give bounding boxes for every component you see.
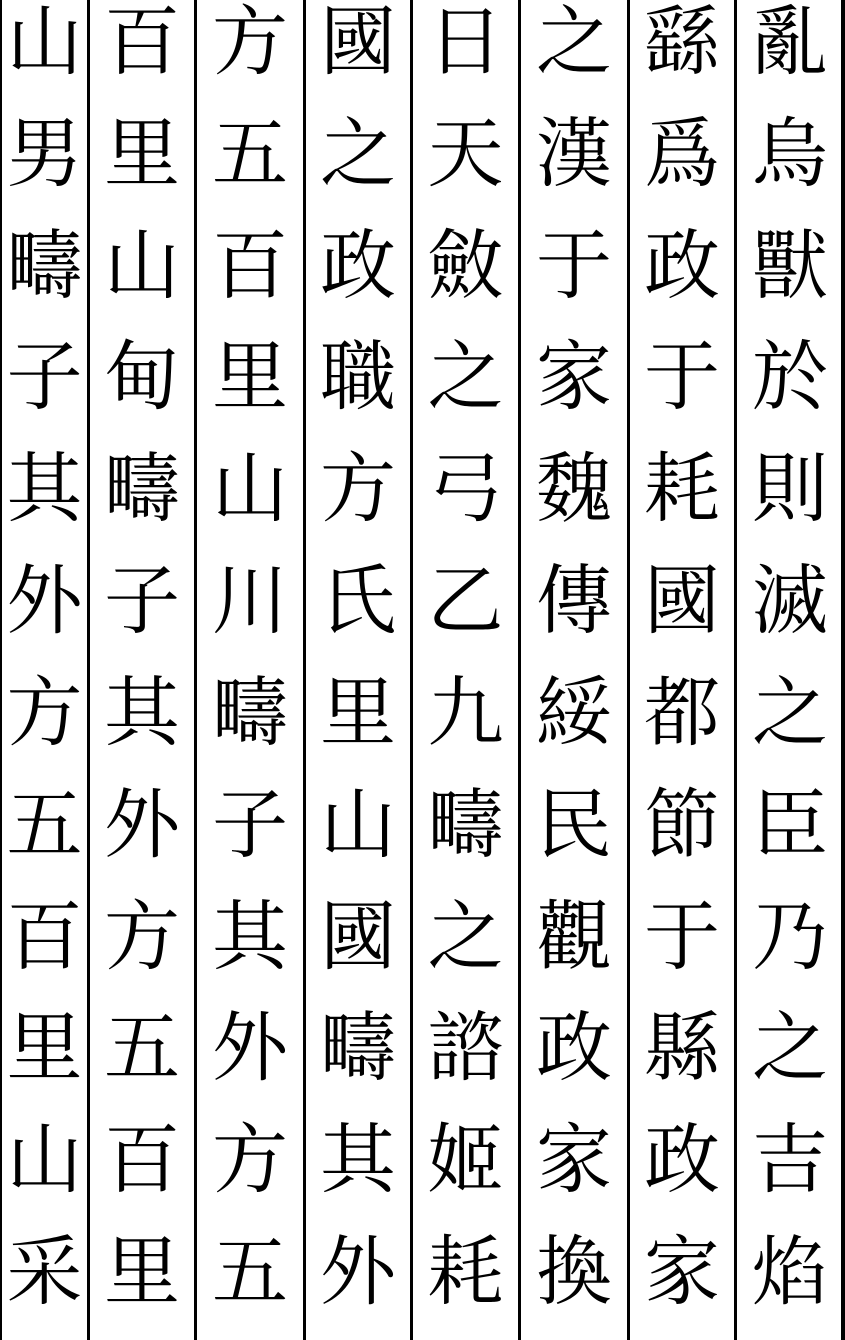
column-rule-7 [734, 0, 737, 1340]
glyph: 魏 [536, 444, 612, 534]
column-rule-2 [194, 0, 197, 1340]
glyph: 家 [644, 1226, 720, 1316]
glyph: 山 [6, 1115, 83, 1205]
glyph: 于 [644, 332, 720, 422]
glyph: 百 [104, 0, 180, 86]
glyph: 都 [644, 667, 720, 757]
text-column-2 [631, 0, 733, 1340]
glyph: 里 [104, 108, 180, 198]
glyph: 氏 [320, 556, 396, 646]
column-rule-1 [87, 0, 90, 1340]
glyph: 山 [6, 0, 83, 86]
glyph: 之 [752, 1003, 828, 1093]
glyph: 其 [6, 444, 83, 534]
glyph: 山 [104, 220, 180, 310]
glyph: 外 [6, 556, 83, 646]
column-rule-6 [627, 0, 630, 1340]
glyph: 弓 [427, 444, 504, 534]
glyph: 里 [104, 1226, 180, 1316]
glyph: 耗 [644, 444, 720, 534]
glyph: 政 [644, 220, 720, 310]
glyph: 觀 [536, 891, 612, 981]
glyph: 乙 [427, 556, 504, 646]
glyph: 九 [427, 667, 504, 757]
glyph: 漢 [536, 108, 612, 198]
glyph: 日 [427, 0, 504, 86]
glyph: 五 [212, 108, 288, 198]
glyph: 外 [104, 779, 180, 869]
text-column-4 [414, 0, 517, 1340]
left-border [0, 0, 2, 1340]
glyph: 家 [536, 1115, 612, 1205]
glyph: 五 [212, 1226, 288, 1316]
glyph: 天 [427, 108, 504, 198]
glyph: 方 [320, 444, 396, 534]
glyph: 國 [644, 556, 720, 646]
glyph: 之 [320, 108, 396, 198]
glyph: 縣 [644, 1003, 720, 1093]
glyph: 政 [536, 1003, 612, 1093]
glyph: 斂 [427, 220, 504, 310]
text-column-1 [739, 0, 841, 1340]
glyph: 男 [6, 108, 83, 198]
glyph: 方 [212, 1115, 288, 1205]
glyph: 耗 [427, 1226, 504, 1316]
glyph: 百 [212, 220, 288, 310]
right-border [841, 0, 845, 1340]
glyph: 甸 [104, 332, 180, 422]
glyph: 傳 [536, 556, 612, 646]
glyph: 川 [212, 556, 288, 646]
glyph: 方 [104, 891, 180, 981]
glyph: 諮 [427, 1003, 504, 1093]
glyph: 子 [212, 779, 288, 869]
glyph: 民 [536, 779, 612, 869]
glyph: 烏 [752, 108, 828, 198]
glyph: 政 [320, 220, 396, 310]
column-rule-4 [410, 0, 413, 1340]
glyph: 里 [6, 1003, 83, 1093]
glyph: 獸 [752, 220, 828, 310]
glyph: 政 [644, 1115, 720, 1205]
glyph: 之 [427, 332, 504, 422]
glyph: 焰 [752, 1226, 828, 1316]
text-column-5 [307, 0, 409, 1340]
glyph: 乃 [752, 891, 828, 981]
glyph: 疇 [212, 667, 288, 757]
glyph: 五 [104, 1003, 180, 1093]
glyph: 姬 [427, 1115, 504, 1205]
glyph: 節 [644, 779, 720, 869]
glyph: 滅 [752, 556, 828, 646]
glyph: 疇 [427, 779, 504, 869]
glyph: 其 [320, 1115, 396, 1205]
glyph: 里 [320, 667, 396, 757]
glyph: 里 [212, 332, 288, 422]
glyph: 子 [6, 332, 83, 422]
glyph: 于 [536, 220, 612, 310]
glyph: 疇 [6, 220, 83, 310]
glyph: 疇 [104, 444, 180, 534]
text-column-8 [3, 0, 86, 1340]
glyph: 方 [212, 0, 288, 86]
glyph: 百 [6, 891, 83, 981]
glyph: 外 [212, 1003, 288, 1093]
glyph: 山 [212, 444, 288, 534]
glyph: 子 [104, 556, 180, 646]
glyph: 之 [752, 667, 828, 757]
glyph: 國 [320, 891, 396, 981]
text-column-6 [198, 0, 302, 1340]
glyph: 換 [536, 1226, 612, 1316]
glyph: 於 [752, 332, 828, 422]
glyph: 綏 [536, 667, 612, 757]
glyph: 爲 [644, 108, 720, 198]
glyph: 家 [536, 332, 612, 422]
column-rule-5 [518, 0, 521, 1340]
glyph: 山 [320, 779, 396, 869]
glyph: 職 [320, 332, 396, 422]
glyph: 疇 [320, 1003, 396, 1093]
glyph: 其 [104, 667, 180, 757]
glyph: 之 [536, 0, 612, 86]
glyph: 于 [644, 891, 720, 981]
glyph: 國 [320, 0, 396, 86]
glyph: 則 [752, 444, 828, 534]
glyph: 外 [320, 1226, 396, 1316]
text-column-3 [522, 0, 626, 1340]
glyph: 方 [6, 667, 83, 757]
glyph: 采 [6, 1226, 83, 1316]
text-column-7 [91, 0, 193, 1340]
glyph: 臣 [752, 779, 828, 869]
glyph: 其 [212, 891, 288, 981]
glyph: 之 [427, 891, 504, 981]
glyph: 五 [6, 779, 83, 869]
glyph: 吉 [752, 1115, 828, 1205]
column-rule-3 [303, 0, 306, 1340]
glyph: 亂 [752, 0, 828, 86]
glyph: 百 [104, 1115, 180, 1205]
glyph: 繇 [644, 0, 720, 86]
